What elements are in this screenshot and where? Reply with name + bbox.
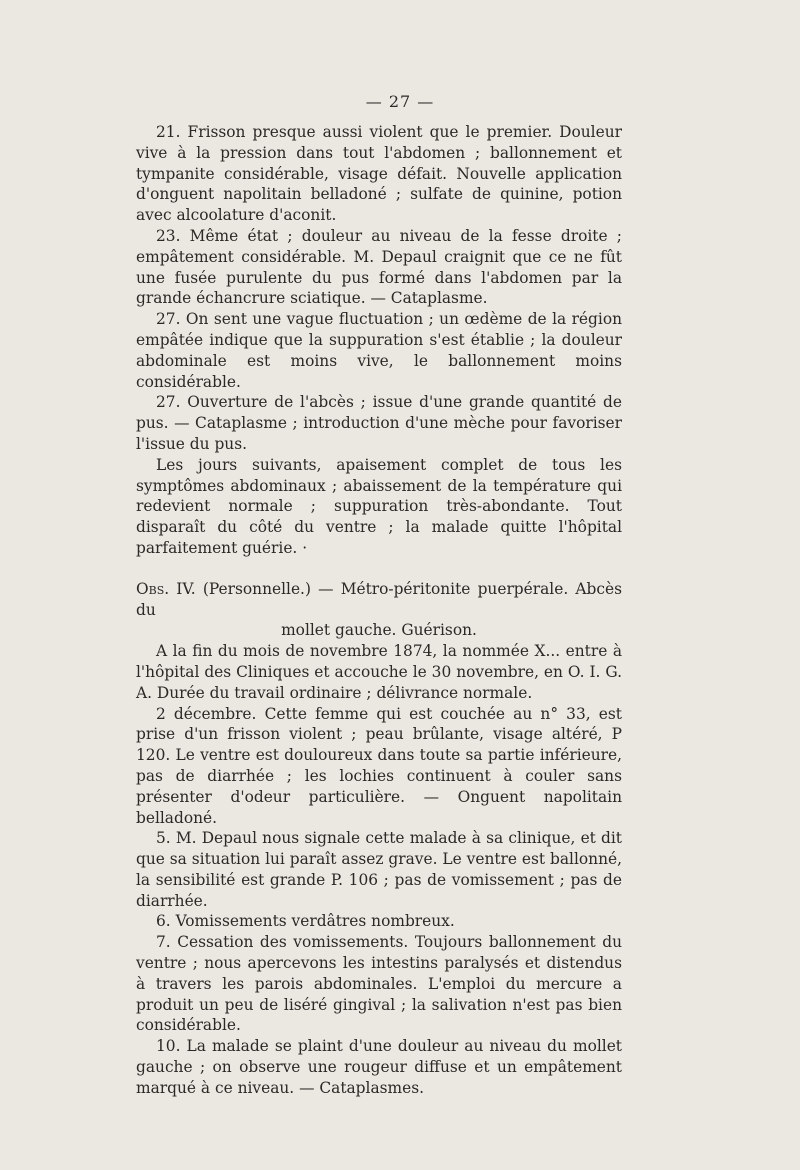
paragraph: 23. Même état ; douleur au niveau de la fesse droite ; empâtement considérable. M. Depaul craignit que ce ne fût une fusée purulente du pus formé dans l'abdomen par la grande échancrure sciatique. — Cataplasme. (136, 226, 622, 308)
paragraph: 27. On sent une vague fluctuation ; un œdème de la région empâtée indique que la suppuration s'est établie ; la douleur abdominale est moins vive, le ballonnement moins considérable. (136, 310, 622, 391)
observation-title-line2: mollet gauche. Guérison. (281, 621, 477, 640)
paragraph: 2 décembre. Cette femme qui est couchée au n° 33, est prise d'un frisson violent ; peau brûlante, visage altéré, P 120. Le ventre est douloureux dans toute sa partie inférieure, pas de diarrhée ; les lochies continuent à couler sans présenter d'odeur particulière. — Onguent napolitain belladoné. (136, 704, 622, 827)
paragraph: Les jours suivants, apaisement complet de tous les symptômes abdominaux ; abaissement de la température qui redevient normale ; suppuration très-abondante. Tout disparaît du côté du ventre ; la malade quitte l'hôpital parfaitement guérie. · (136, 455, 622, 557)
paragraph: 21. Frisson presque aussi violent que le premier. Douleur vive à la pression dans tout l'abdomen ; ballonnement et tympanite considérable, visage défait. Nouvelle application d'onguent napolitain belladoné ; sulfate de quinine, potion avec alcoolature d'aconit. (136, 123, 622, 225)
paragraph: 27. Ouverture de l'abcès ; issue d'une grande quantité de pus. — Cataplasme ; introduction d'une mèche pour favoriser l'issue du pus. (136, 393, 622, 453)
observation-title-line1 (136, 579, 622, 621)
paragraph: 5. M. Depaul nous signale cette malade à sa clinique, et dit que sa situation lui paraît assez grave. Le ventre est ballonné, la sensibilité est grande P. 106 ; pas de vomissement ; pas de diarrhée. (136, 829, 622, 910)
observation-title (136, 579, 622, 641)
observation-label: Obs. IV. (136, 579, 196, 598)
paragraph: A la fin du mois de novembre 1874, la nommée X... entre à l'hôpital des Cliniques et accouche le 30 novembre, en O. I. G. A. Durée du travail ordinaire ; délivrance normale. (136, 642, 622, 702)
observation-heading-text: (Personnelle.) — Métro-péritonite puerpérale. Abcès du (136, 579, 622, 619)
paragraph: 6. Vomissements verdâtres nombreux. (156, 912, 455, 931)
page-number: — 27 — (365, 92, 435, 111)
body-text (136, 122, 622, 1099)
paragraph: 7. Cessation des vomissements. Toujours ballonnement du ventre ; nous apercevons les intestins paralysés et distendus à travers les parois abdominales. L'emploi du mercure a produit un peu de liséré gingival ; la salivation n'est pas bien considérable. (136, 933, 622, 1035)
paragraph: 10. La malade se plaint d'une douleur au niveau du mollet gauche ; on observe une rougeur diffuse et un empâtement marqué à ce niveau. — Cataplasmes. (136, 1037, 622, 1097)
